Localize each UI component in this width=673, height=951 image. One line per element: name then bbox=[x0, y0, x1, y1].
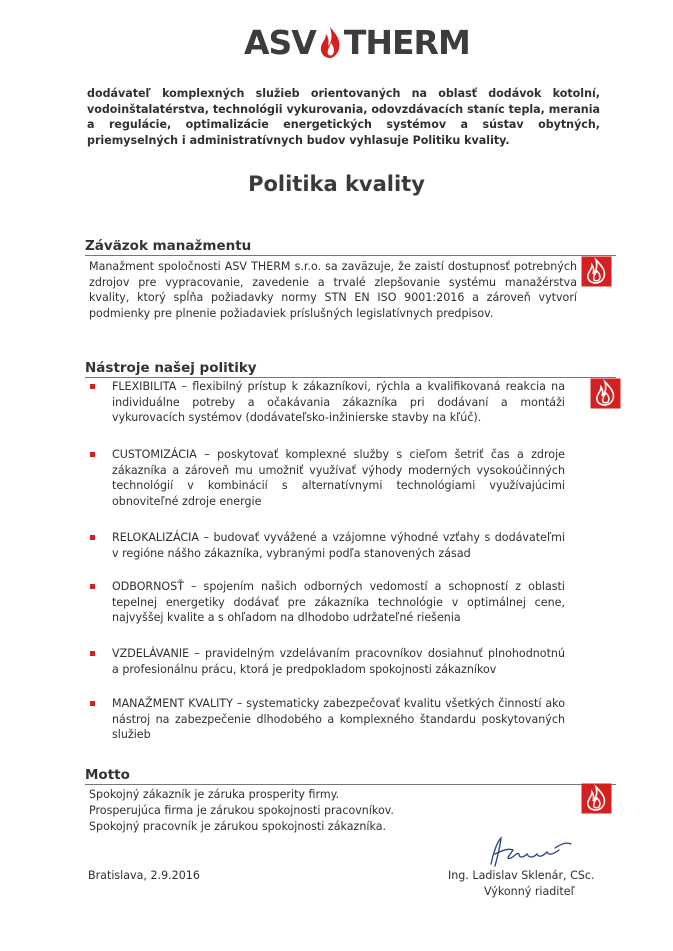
motto-line-2: Prosperujúca firma je zárukou spokojnosti pracovníkov. bbox=[89, 804, 394, 817]
page-title: Politika kvality bbox=[248, 172, 425, 196]
list-item: RELOKALIZÁCIA – budovať vyvážené a vzájomne výhodné vzťahy s dodávateľmi v regióne nášho zákazníka, vybranými podľa stanovených zásad bbox=[112, 531, 565, 560]
motto-section bbox=[85, 767, 616, 783]
signature-icon bbox=[483, 834, 573, 870]
commitment-text: Manažment spoločnosti ASV THERM s.r.o. sa zaväzuje, že zaistí dostupnosť potrebných zdrojov pre vypracovanie, zavedenie a trvalé zlepšovanie systému manažérstva kvality, ktorý spĺňa požiadavky normy STN EN ISO 9001:2016 a zároveň vytvorí podmienky pre plnenie požiadaviek príslušných legislatívnych predpisov. bbox=[89, 260, 577, 320]
list-item: CUSTOMIZÁCIA – poskytovať komplexné služby s cieľom šetriť čas a zdroje zákazníka a zároveň mu umožniť využívať výhody moderných vysokoúčinných technológií v kombinácií s alternatívnymi technológiami využívajúcimi obnoviteľné zdroje energie bbox=[112, 448, 565, 508]
logo-suffix: THERM bbox=[343, 22, 470, 62]
motto-line-1: Spokojný zákazník je záruka prosperity firmy. bbox=[89, 788, 340, 801]
list-bullet bbox=[90, 651, 95, 656]
list-item: ODBORNOSŤ – spojením našich odborných vedomostí a schopností z oblasti tepelnej energetiky dodávať pre zákazníka technológie v optimálnej cene, najvyššej kvalite a s ohľadom na dlhodobo udržateľné riešenia bbox=[112, 580, 565, 624]
flame-icon bbox=[590, 378, 621, 409]
commitment-heading: Záväzok manažmentu bbox=[85, 238, 252, 254]
list-item: VZDELÁVANIE – pravidelným vzdelávaním pracovníkov dosiahnuť plnohodnotnú a profesionálnu prácu, ktorá je predpokladom spokojnosti zákazníkov bbox=[112, 647, 565, 676]
list-item: FLEXIBILITA – flexibilný prístup k zákazníkovi, rýchla a kvalifikovaná reakcia na individuálne potreby a očakávania zákazníka pri dodávaní a montáži vykurovacích systémov (dodávateľsko-inžinierske stavby na kľúč). bbox=[112, 380, 565, 424]
list-bullet bbox=[90, 535, 95, 540]
signatory-role: Výkonný riaditeľ bbox=[484, 885, 575, 898]
flame-icon bbox=[581, 783, 612, 814]
commitment-rule bbox=[85, 255, 616, 256]
company-logo bbox=[244, 22, 470, 62]
place-date: Bratislava, 2.9.2016 bbox=[88, 869, 200, 882]
list-bullet bbox=[90, 384, 95, 389]
tools-rule bbox=[85, 377, 616, 378]
motto-line-3: Spokojný pracovník je zárukou spokojnosti zákazníka. bbox=[89, 820, 387, 833]
logo-prefix: ASV bbox=[244, 22, 316, 62]
tools-heading: Nástroje našej politiky bbox=[85, 360, 257, 376]
intro-paragraph: dodávateľ komplexných služieb orientovaných na oblasť dodávok kotolní, vodoinštalatérstva, technológii vykurovania, odovzdávacích staníc tepla, merania a regulácie, optimalizácie energetických systémov a sústav obytných, priemyselných i administratívnych budov vyhlasuje Politiku kvality. bbox=[87, 87, 600, 147]
list-bullet bbox=[90, 584, 95, 589]
list-item: MANAŽMENT KVALITY – systematicky zabezpečovať kvalitu všetkých činností ako nástroj na zabezpečenie dlhodobého a komplexného štandardu poskytovaných služieb bbox=[112, 697, 565, 741]
signatory-name: Ing. Ladislav Sklenár, CSc. bbox=[448, 869, 595, 882]
list-bullet bbox=[90, 701, 95, 706]
tools-section bbox=[85, 360, 616, 376]
commitment-section bbox=[85, 238, 616, 254]
list-bullet bbox=[90, 452, 95, 457]
flame-icon bbox=[581, 256, 612, 287]
motto-rule bbox=[85, 784, 616, 785]
logo-flame-icon bbox=[317, 25, 343, 59]
motto-heading: Motto bbox=[85, 767, 130, 783]
